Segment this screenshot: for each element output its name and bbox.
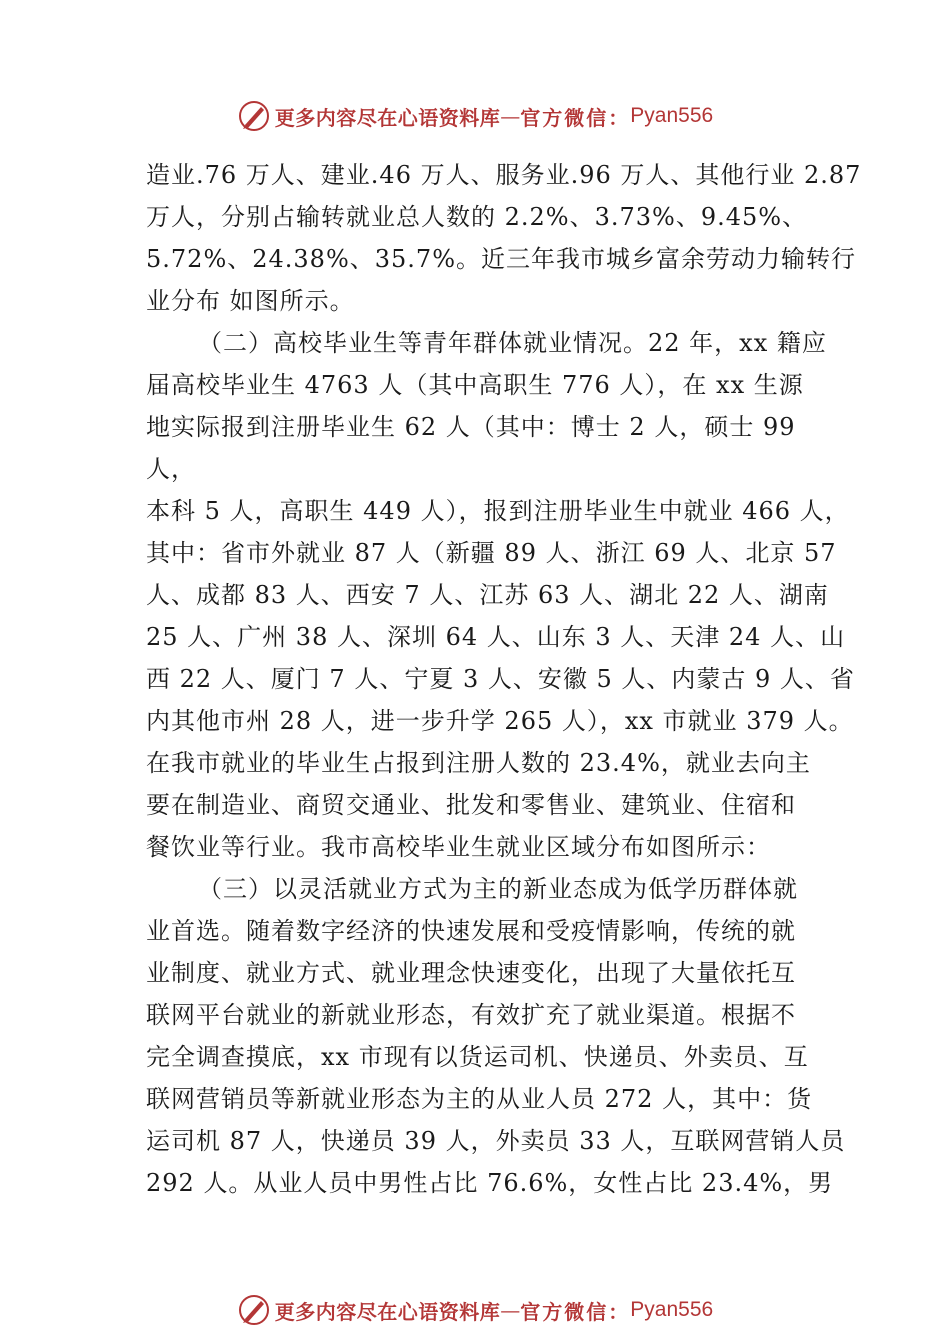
body-line: 联网营销员等新就业形态为主的从业人员 272 人，其中：货	[146, 1085, 813, 1113]
logo-pen-icon	[237, 1293, 271, 1327]
body-line: 人，	[146, 455, 196, 483]
header-wechat-id: Pyan556	[630, 104, 714, 127]
header-banner	[0, 96, 950, 136]
body-line: 联网平台就业的新就业形态，有效扩充了就业渠道。根据不	[146, 1001, 796, 1029]
body-line: 要在制造业、商贸交通业、批发和零售业、建筑业、住宿和	[146, 791, 796, 819]
footer-separator: —	[500, 1298, 521, 1322]
footer-brand: 更多内容尽在心语资料库	[274, 1299, 501, 1324]
body-line: 其中：省市外就业 87 人（新疆 89 人、浙江 69 人、北京 57	[146, 539, 837, 567]
body-line: 运司机 87 人，快递员 39 人，外卖员 33 人，互联网营销人员	[146, 1127, 846, 1155]
body-line: 西 22 人、厦门 7 人、宁夏 3 人、安徽 5 人、内蒙古 9 人、省	[146, 665, 855, 693]
body-line: 造业.76 万人、建业.46 万人、服务业.96 万人、其他行业 2.87	[146, 161, 862, 189]
footer-wechat-label: 官方微信：	[520, 1299, 631, 1324]
body-line: 业分布 如图所示。	[146, 287, 355, 315]
body-line: 业首选。随着数字经济的快速发展和受疫情影响，传统的就	[146, 917, 796, 945]
section-heading-line: （三）以灵活就业方式为主的新业态成为低学历群体就	[198, 875, 798, 903]
body-line: 292 人。从业人员中男性占比 76.6%，女性占比 23.4%，男	[146, 1169, 834, 1197]
body-line: 业制度、就业方式、就业理念快速变化，出现了大量依托互	[146, 959, 796, 987]
body-line: 25 人、广州 38 人、深圳 64 人、山东 3 人、天津 24 人、山	[146, 623, 846, 651]
body-line: 餐饮业等行业。我市高校毕业生就业区域分布如图所示：	[146, 833, 771, 861]
header-wechat-label: 官方微信：	[520, 105, 631, 130]
body-line: 5.72%、24.38%、35.7%。近三年我市城乡富余劳动力输转行	[146, 245, 856, 273]
body-line: 地实际报到注册毕业生 62 人（其中：博士 2 人，硕士 99	[146, 413, 796, 441]
body-line: 本科 5 人，高职生 449 人），报到注册毕业生中就业 466 人，	[146, 497, 850, 525]
document-body	[146, 154, 862, 1204]
body-line: 届高校毕业生 4763 人（其中高职生 776 人），在 xx 生源	[146, 371, 804, 399]
header-separator: —	[500, 104, 521, 128]
section-heading-line: （二）高校毕业生等青年群体就业情况。22 年，xx 籍应	[198, 329, 827, 357]
footer-wechat-id: Pyan556	[630, 1298, 714, 1321]
body-line: 完全调查摸底，xx 市现有以货运司机、快递员、外卖员、互	[146, 1043, 809, 1071]
body-line: 在我市就业的毕业生占报到注册人数的 23.4%，就业去向主	[146, 749, 811, 777]
logo-pen-icon	[237, 99, 271, 133]
body-line: 内其他市州 28 人，进一步升学 265 人），xx 市就业 379 人。	[146, 707, 854, 735]
body-line: 人、成都 83 人、西安 7 人、江苏 63 人、湖北 22 人、湖南	[146, 581, 829, 609]
footer-banner	[0, 1290, 950, 1330]
body-line: 万人，分别占输转就业总人数的 2.2%、3.73%、9.45%、	[146, 203, 808, 231]
header-brand: 更多内容尽在心语资料库	[274, 105, 501, 130]
